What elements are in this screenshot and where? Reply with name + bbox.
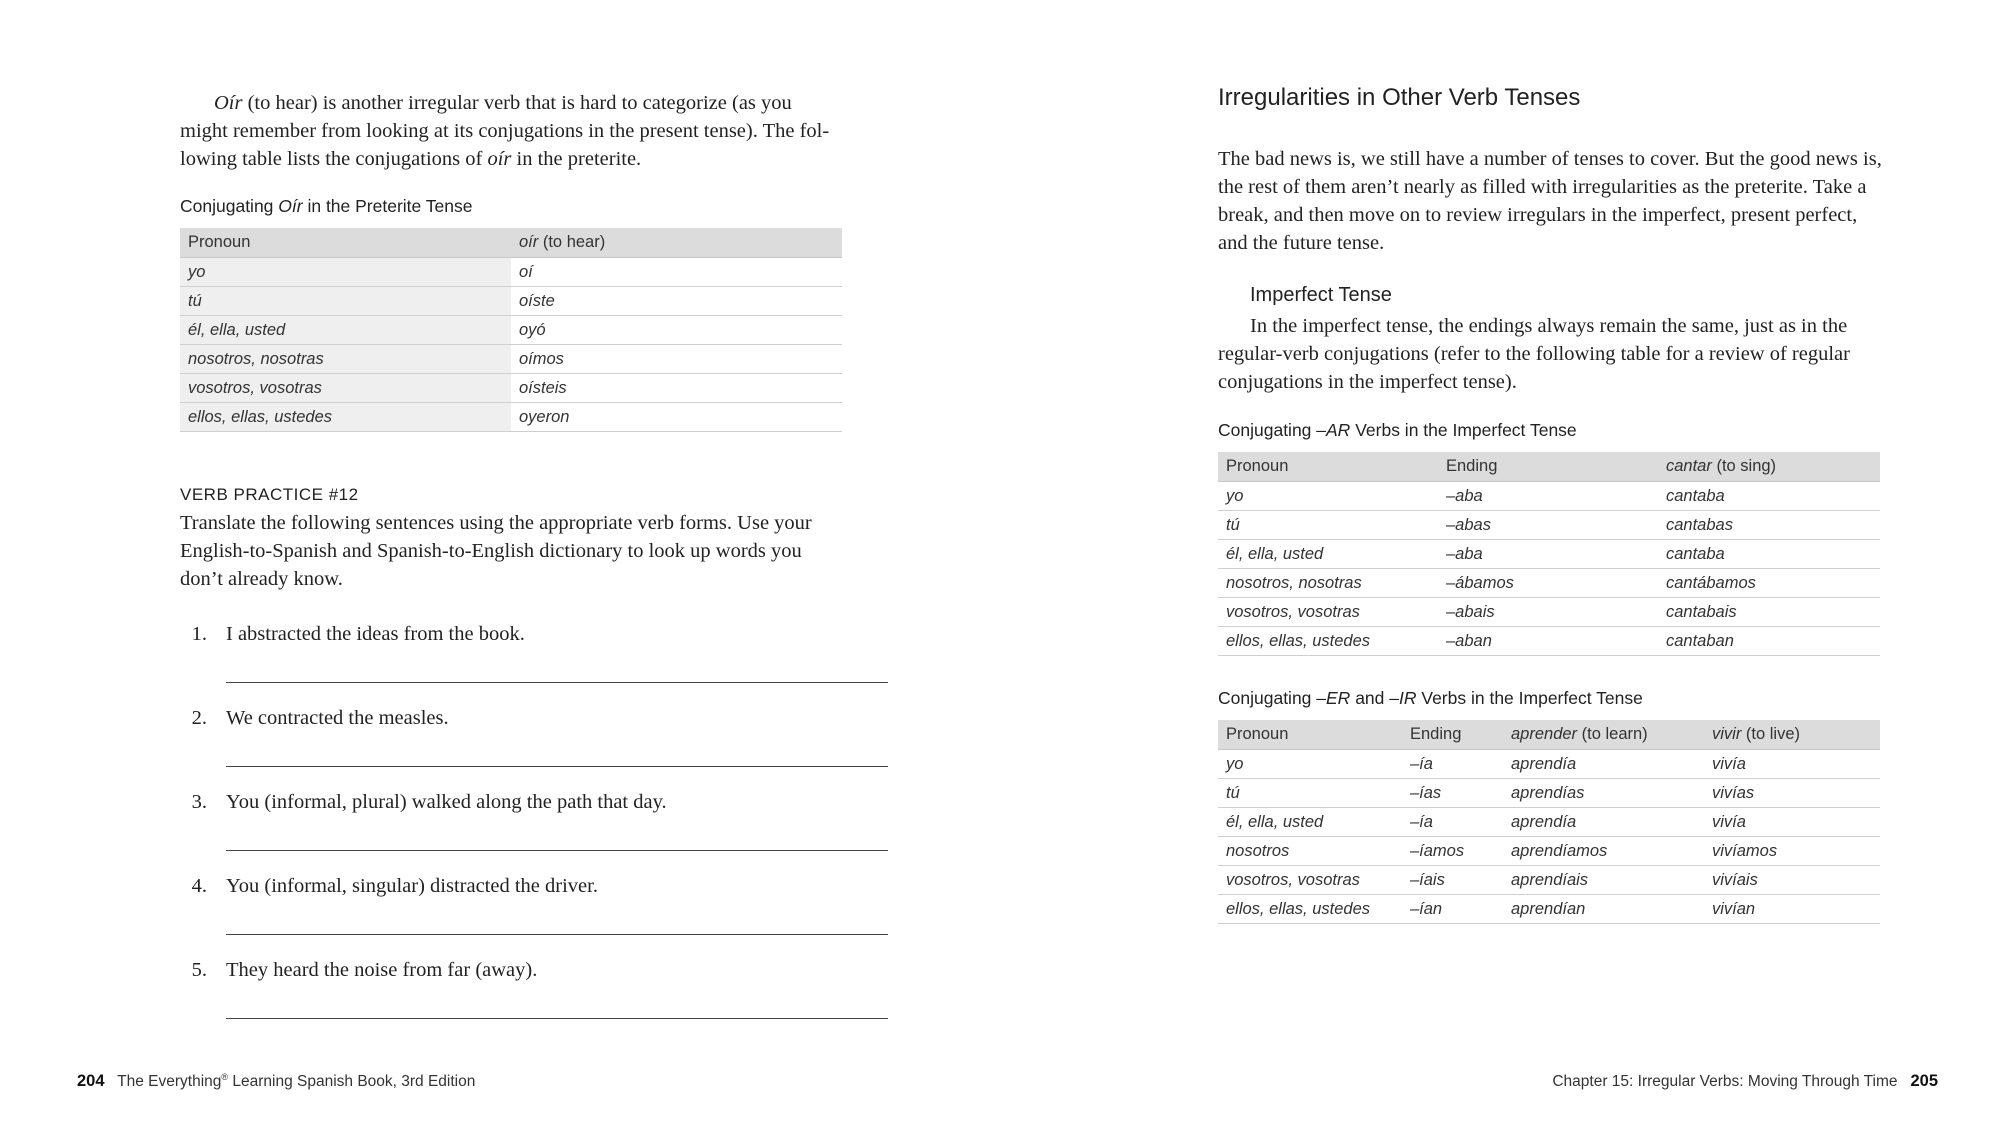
title-text: in the Preterite Tense — [302, 196, 473, 216]
verb-form-cell: vivías — [1704, 779, 1880, 808]
paragraph-line: The bad news is, we still have a number of tenses to cover. But the good news is, — [1218, 148, 1882, 170]
title-text: Conjugating — [180, 196, 279, 216]
ending-cell: –íais — [1402, 866, 1503, 895]
table-row — [180, 287, 842, 316]
pronoun-cell: tú — [1218, 779, 1402, 808]
table-row — [1218, 540, 1880, 569]
verb-form-cell: vivía — [1704, 750, 1880, 779]
verb-form-cell: aprendíais — [1503, 866, 1704, 895]
verb-form-cell: aprendíamos — [1503, 837, 1704, 866]
right-page — [1000, 0, 2000, 1125]
header-verb — [1658, 452, 1880, 482]
verb-form-cell: cantábamos — [1658, 569, 1880, 598]
answer-line[interactable] — [226, 682, 888, 683]
verb-form-cell: vivía — [1704, 808, 1880, 837]
verb-form-cell: cantabais — [1658, 598, 1880, 627]
ending-cell: –aban — [1438, 627, 1658, 656]
table-row — [180, 345, 842, 374]
table-row — [1218, 866, 1880, 895]
table-row — [1218, 779, 1880, 808]
pronoun-cell: vosotros, vosotras — [1218, 598, 1438, 627]
pronoun-cell: tú — [1218, 511, 1438, 540]
ending-cell: –ían — [1402, 895, 1503, 924]
table-row — [180, 403, 842, 432]
header-verb1 — [1503, 720, 1704, 750]
table-row — [180, 258, 842, 287]
paragraph-line: conjugations in the imperfect tense). — [1218, 371, 1517, 393]
ending-cell: –aba — [1438, 540, 1658, 569]
exercise-text: They heard the noise from far (away). — [226, 959, 538, 981]
verb-form-cell: oísteis — [511, 374, 842, 403]
header-pronoun: Pronoun — [1218, 452, 1438, 482]
pronoun-cell: yo — [1218, 482, 1438, 511]
exercise-number: 4. — [191, 875, 207, 897]
left-footer — [77, 1072, 475, 1091]
title-ending: –IR — [1389, 688, 1417, 708]
page-number: 205 — [1910, 1072, 1938, 1090]
chapter-title: Chapter 15: Irregular Verbs: Moving Through Time — [1552, 1073, 1898, 1090]
table-row — [180, 374, 842, 403]
ar-conjugation-table — [1218, 452, 1880, 656]
header-ending: Ending — [1402, 720, 1503, 750]
verb-form-cell: aprendía — [1503, 750, 1704, 779]
header-verb-name: cantar — [1666, 457, 1712, 475]
ending-cell: –abas — [1438, 511, 1658, 540]
table-row — [1218, 895, 1880, 924]
verb-form-cell: aprendía — [1503, 808, 1704, 837]
header-verb2 — [1704, 720, 1880, 750]
title-text: Conjugating — [1218, 688, 1317, 708]
verb-form-cell: oímos — [511, 345, 842, 374]
title-text: Conjugating — [1218, 420, 1317, 440]
ending-cell: –ía — [1402, 808, 1503, 837]
pronoun-cell: vosotros, vosotras — [180, 374, 511, 403]
practice-heading: VERB PRACTICE #12 — [180, 485, 359, 504]
title-text: Verbs in the Imperfect Tense — [1416, 688, 1643, 708]
verb-form-cell: cantaban — [1658, 627, 1880, 656]
title-text: and — [1350, 688, 1390, 708]
intro-text: in the preterite. — [511, 148, 642, 170]
title-ending: –AR — [1316, 420, 1351, 440]
ending-cell: –aba — [1438, 482, 1658, 511]
pronoun-cell: ellos, ellas, ustedes — [1218, 627, 1438, 656]
paragraph-line: In the imperfect tense, the endings always remain the same, just as in the — [1250, 315, 1848, 337]
section-heading: Irregularities in Other Verb Tenses — [1218, 84, 1581, 111]
er-ir-conjugation-table — [1218, 720, 1880, 924]
intro-paragraph — [180, 89, 880, 173]
verb-form-cell: vivíais — [1704, 866, 1880, 895]
section-paragraph — [1218, 145, 1938, 257]
answer-line[interactable] — [226, 766, 888, 767]
oir-conjugation-table — [180, 228, 842, 432]
pronoun-cell: nosotros, nosotras — [1218, 569, 1438, 598]
ending-cell: –ía — [1402, 750, 1503, 779]
paragraph-line: and the future tense. — [1218, 232, 1385, 254]
pronoun-cell: él, ella, usted — [180, 316, 511, 345]
header-verb-gloss: (to sing) — [1711, 457, 1777, 475]
exercise-text: We contracted the measles. — [226, 707, 449, 729]
verb-form-cell: cantabas — [1658, 511, 1880, 540]
intro-verb: oír — [487, 148, 512, 170]
pronoun-cell: yo — [180, 258, 511, 287]
verb-form-cell: oíste — [511, 287, 842, 316]
header-verb-name: aprender — [1511, 725, 1578, 743]
paragraph-line: regular-verb conjugations (refer to the following table for a review of regular — [1218, 343, 1850, 365]
exercise-number: 3. — [191, 791, 207, 813]
paragraph-line: break, and then move on to review irregulars in the imperfect, present perfect, — [1218, 204, 1858, 226]
table-header-row — [1218, 720, 1880, 750]
page-number: 204 — [77, 1072, 105, 1091]
pronoun-cell: él, ella, usted — [1218, 540, 1438, 569]
pronoun-cell: él, ella, usted — [1218, 808, 1402, 837]
paragraph-line: the rest of them aren’t nearly as filled with irregularities as the preterite. Take a — [1218, 176, 1867, 198]
instruction-line: Translate the following sentences using the appropriate verb forms. Use your — [180, 512, 812, 534]
verb-form-cell: vivíamos — [1704, 837, 1880, 866]
book-title: The Everything — [117, 1073, 222, 1091]
instruction-line: English-to-Spanish and Spanish-to-English dictionary to look up words you — [180, 540, 802, 562]
table-row — [1218, 569, 1880, 598]
table-row — [1218, 627, 1880, 656]
table-row — [1218, 808, 1880, 837]
imperfect-heading: Imperfect Tense — [1250, 284, 1392, 306]
title-text: Verbs in the Imperfect Tense — [1350, 420, 1577, 440]
verb-form-cell: oí — [511, 258, 842, 287]
header-verb-gloss: (to learn) — [1577, 725, 1648, 743]
intro-line — [180, 145, 880, 173]
er-ir-table-title — [1218, 688, 1643, 709]
pronoun-cell: yo — [1218, 750, 1402, 779]
verb-form-cell: oyeron — [511, 403, 842, 432]
ending-cell: –ías — [1402, 779, 1503, 808]
header-pronoun: Pronoun — [1218, 720, 1402, 750]
exercise-number: 2. — [191, 707, 207, 729]
verb-form-cell: cantaba — [1658, 540, 1880, 569]
header-verb-gloss: (to live) — [1741, 725, 1801, 743]
registered-mark: ® — [221, 1072, 229, 1082]
exercise-text: You (informal, plural) walked along the path that day. — [226, 791, 667, 813]
intro-line — [180, 89, 880, 117]
table-row — [180, 316, 842, 345]
verb-form-cell: aprendías — [1503, 779, 1704, 808]
answer-line[interactable] — [226, 934, 888, 935]
pronoun-cell: nosotros — [1218, 837, 1402, 866]
header-verb — [511, 228, 842, 258]
pronoun-cell: nosotros, nosotras — [180, 345, 511, 374]
pronoun-cell: vosotros, vosotras — [1218, 866, 1402, 895]
oir-table-title — [180, 196, 473, 217]
table-header-row — [1218, 452, 1880, 482]
table-row — [1218, 511, 1880, 540]
intro-verb: Oír — [214, 92, 243, 114]
answer-line[interactable] — [226, 850, 888, 851]
verb-form-cell: aprendían — [1503, 895, 1704, 924]
instruction-line: don’t already know. — [180, 568, 343, 590]
table-row — [1218, 837, 1880, 866]
ending-cell: –ábamos — [1438, 569, 1658, 598]
ending-cell: –abais — [1438, 598, 1658, 627]
imperfect-paragraph — [1218, 312, 1938, 396]
table-header-row — [180, 228, 842, 258]
intro-text: (to hear) is another irregular verb that is hard to categorize (as you — [242, 92, 792, 114]
intro-text: lowing table lists the conjugations of — [180, 148, 488, 170]
header-ending: Ending — [1438, 452, 1658, 482]
table-row — [1218, 598, 1880, 627]
header-verb-name: oír — [519, 233, 539, 251]
ending-cell: –íamos — [1402, 837, 1503, 866]
title-ending: –ER — [1316, 688, 1351, 708]
exercise-number: 5. — [191, 959, 207, 981]
practice-instructions — [180, 509, 880, 593]
title-verb: Oír — [278, 196, 303, 216]
book-title: Learning Spanish Book, 3rd Edition — [228, 1073, 476, 1091]
table-row — [1218, 482, 1880, 511]
header-verb-name: vivir — [1712, 725, 1742, 743]
ar-table-title — [1218, 420, 1577, 441]
header-pronoun: Pronoun — [180, 228, 511, 258]
exercise-text: I abstracted the ideas from the book. — [226, 623, 525, 645]
pronoun-cell: tú — [180, 287, 511, 316]
exercise-number: 1. — [191, 623, 207, 645]
verb-form-cell: oyó — [511, 316, 842, 345]
table-row — [1218, 750, 1880, 779]
verb-form-cell: vivían — [1704, 895, 1880, 924]
pronoun-cell: ellos, ellas, ustedes — [1218, 895, 1402, 924]
intro-line: might remember from looking at its conjugations in the present tense). The fol- — [180, 120, 830, 142]
right-footer — [1552, 1072, 1938, 1091]
header-verb-gloss: (to hear) — [538, 233, 606, 251]
answer-line[interactable] — [226, 1018, 888, 1019]
verb-form-cell: cantaba — [1658, 482, 1880, 511]
exercise-text: You (informal, singular) distracted the driver. — [226, 875, 598, 897]
pronoun-cell: ellos, ellas, ustedes — [180, 403, 511, 432]
